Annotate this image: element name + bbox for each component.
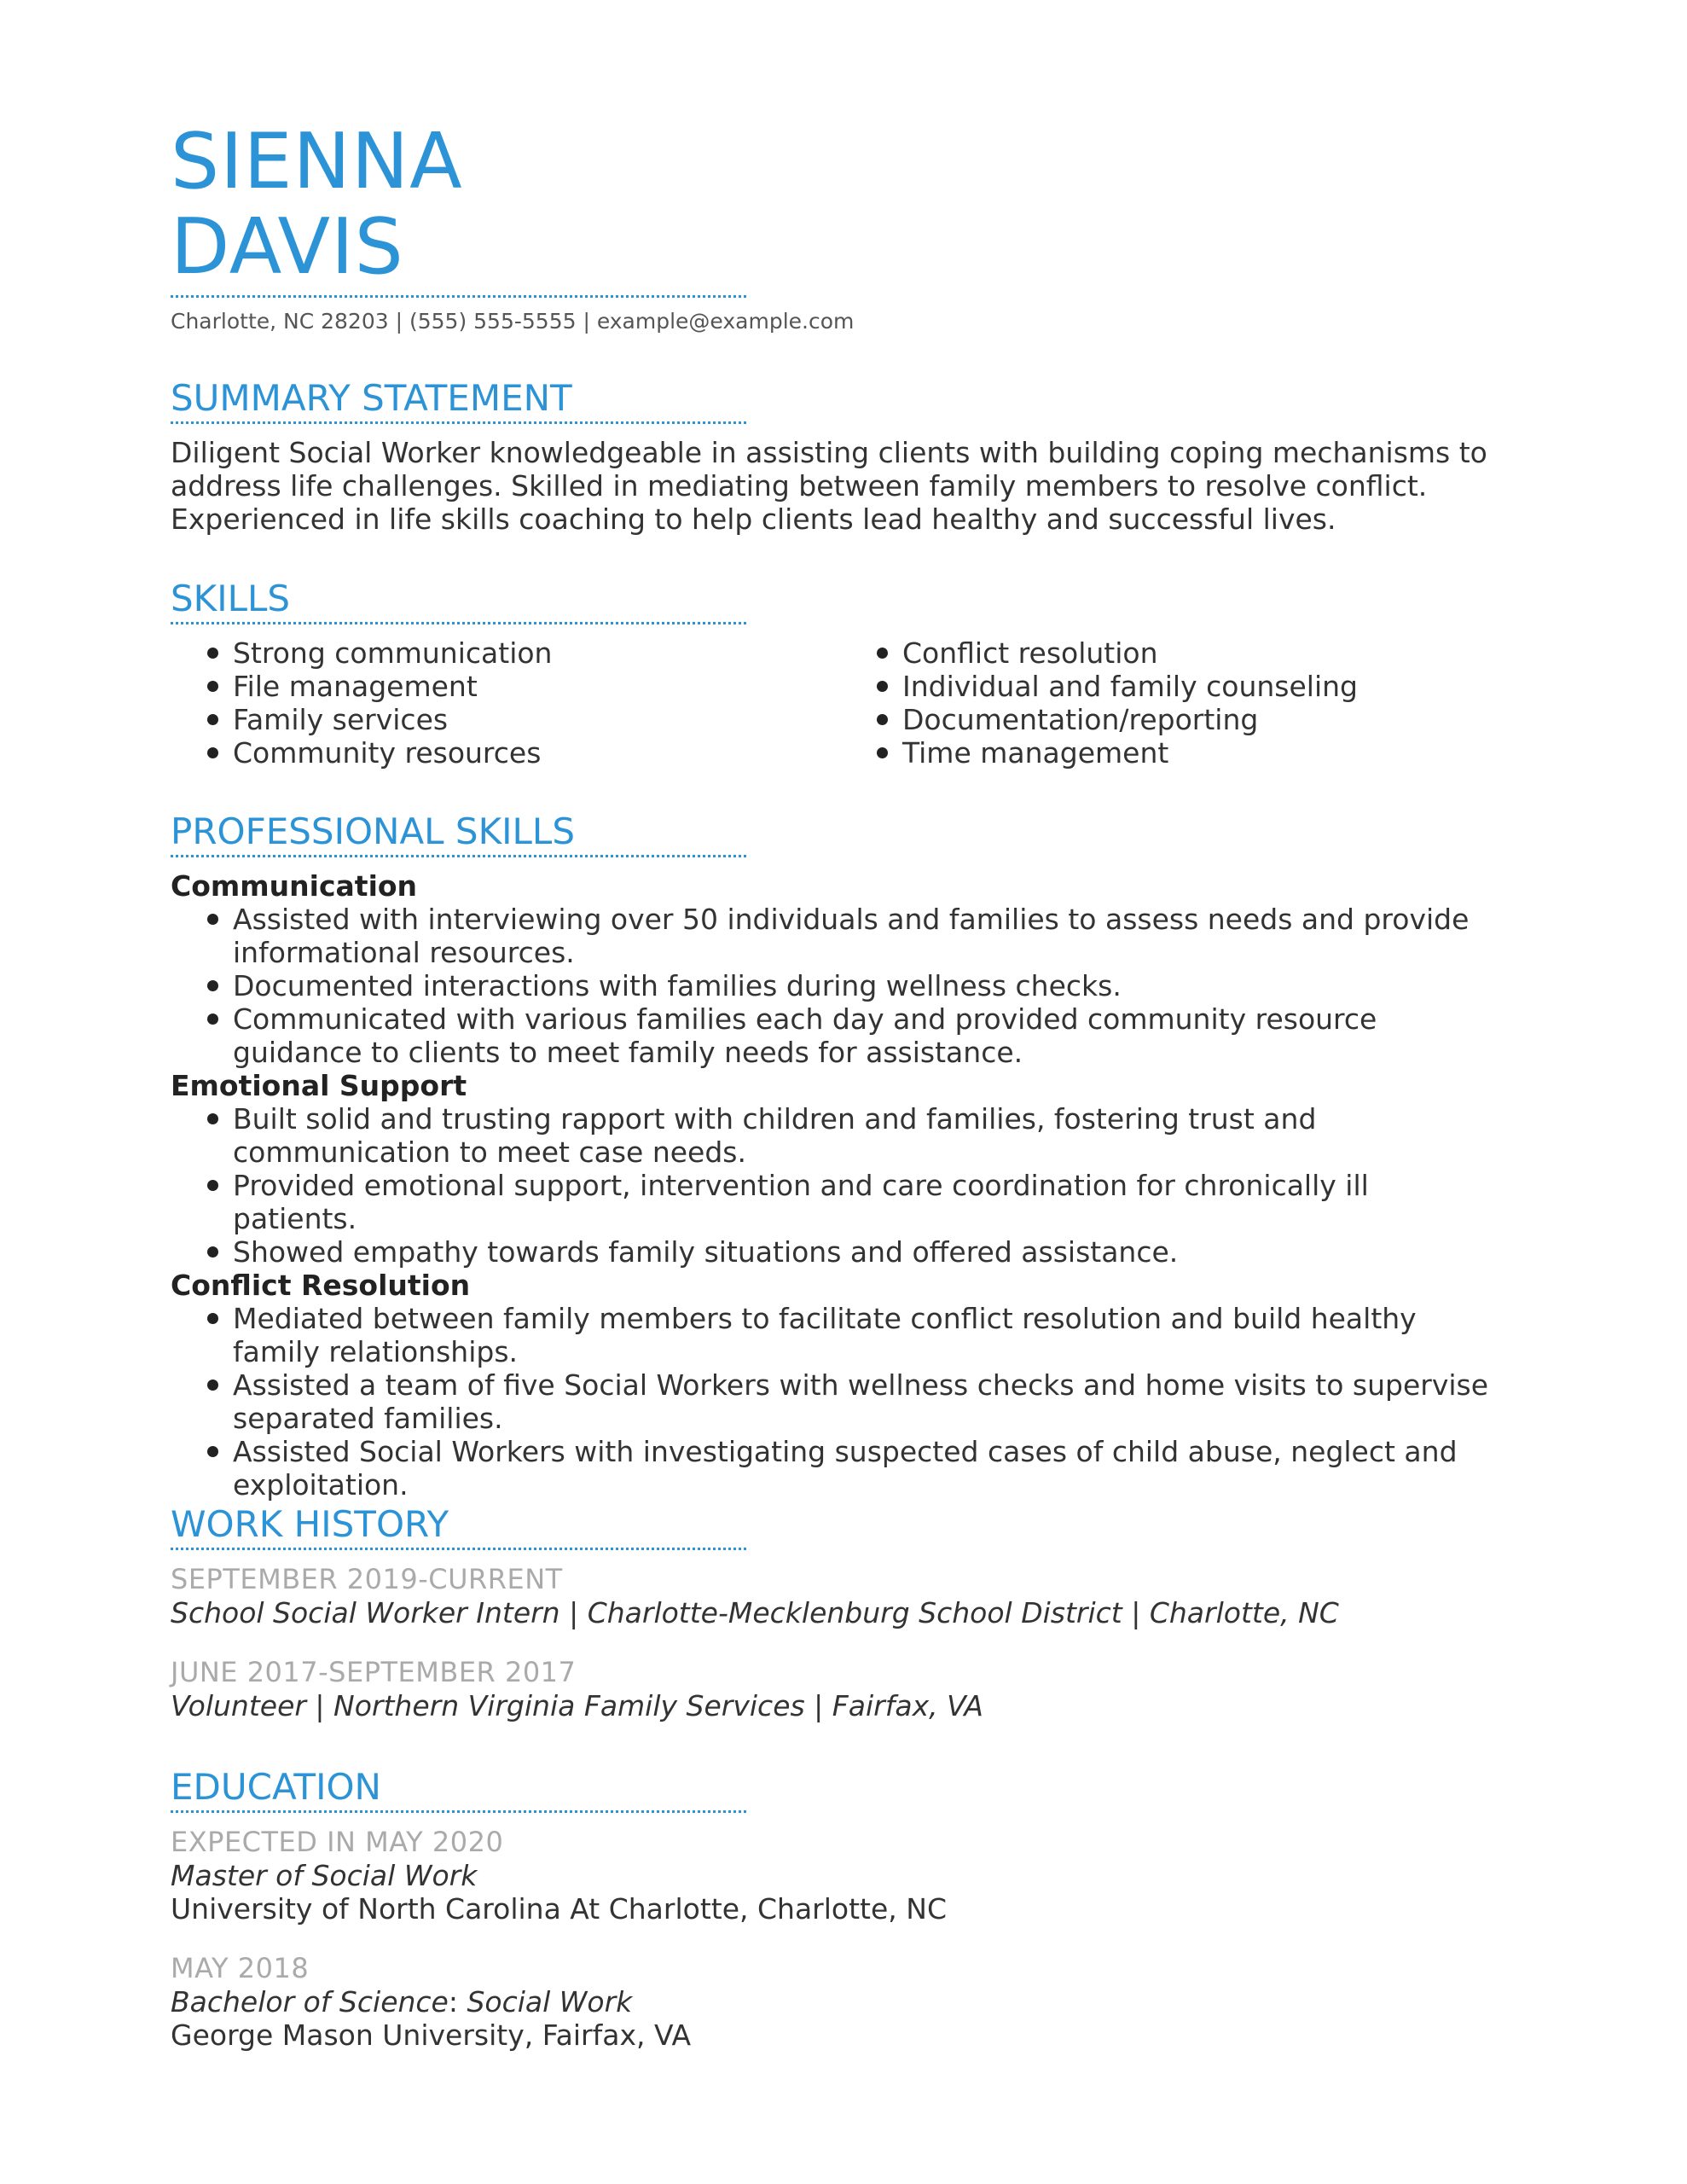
job-entry (171, 1562, 1535, 1629)
job-dates: JUNE 2017-SEPTEMBER 2017 (171, 1656, 577, 1688)
degree-line (171, 1985, 1535, 2018)
divider (171, 1810, 746, 1813)
education-section (171, 1764, 1535, 2052)
skills-list-left (171, 636, 840, 770)
skill-category-list (171, 903, 1501, 1069)
list-item: Assisted Social Workers with investigating suspected cases of child abuse, neglect and exploitation. (171, 1435, 1501, 1502)
resume-header (171, 119, 1535, 339)
degree: Master of Social Work (171, 1859, 478, 1892)
list-item: Built solid and trusting rapport with children and families, fostering trust and communication to meet case needs. (171, 1102, 1501, 1169)
professional-skills-body (171, 869, 1501, 1502)
divider (171, 421, 746, 424)
list-item: Documented interactions with families during wellness checks. (171, 969, 1501, 1002)
degree-field: Social Work (467, 1985, 633, 2018)
skill-item: Time management (840, 736, 1522, 770)
last-name: DAVIS (171, 202, 404, 292)
contact-info: Charlotte, NC 28203 | (555) 555-5555 | example@example.com (171, 309, 855, 334)
education-entry (171, 1951, 1535, 2052)
list-item: Provided emotional support, intervention and care coordination for chronically ill patients. (171, 1169, 1501, 1235)
skill-category-list (171, 1302, 1501, 1502)
section-title: EDUCATION (171, 1766, 381, 1808)
skill-item: Individual and family counseling (840, 670, 1522, 703)
skills-grid (171, 636, 1535, 770)
degree-separator: : (448, 1985, 467, 2018)
school: George Mason University, Fairfax, VA (171, 2018, 692, 2052)
divider (171, 1548, 746, 1550)
divider (171, 622, 746, 624)
skill-item: Family services (171, 703, 840, 736)
skills-section (171, 576, 1535, 770)
list-item: Communicated with various families each day and provided community resource guidance to clients to meet family needs for assistance. (171, 1002, 1501, 1069)
skill-item: Community resources (171, 736, 840, 770)
summary-text: Diligent Social Worker knowledgeable in assisting clients with building coping mechanisms to address life challenges. Skilled in mediating between family members to resolve conflict. Experienced in life skills coaching to help clients lead healthy and successful lives. (171, 436, 1487, 536)
skill-item: Strong communication (171, 636, 840, 670)
job-title: School Social Worker Intern | Charlotte-Mecklenburg School District | Charlotte, NC (171, 1596, 1339, 1629)
skill-category: Conflict Resolution (171, 1269, 471, 1302)
skill-item: Documentation/reporting (840, 703, 1522, 736)
skill-category: Communication (171, 869, 418, 903)
section-title: PROFESSIONAL SKILLS (171, 810, 575, 852)
school: University of North Carolina At Charlotte, Charlotte, NC (171, 1892, 947, 1926)
list-item: Showed empathy towards family situations and offered assistance. (171, 1235, 1501, 1269)
professional-skills-section (171, 809, 1535, 1502)
divider (171, 855, 746, 857)
education-dates: EXPECTED IN MAY 2020 (171, 1826, 504, 1858)
job-title: Volunteer | Northern Virginia Family Services | Fairfax, VA (171, 1689, 983, 1722)
list-item: Assisted with interviewing over 50 individuals and families to assess needs and provide informational resources. (171, 903, 1501, 969)
job-dates: SEPTEMBER 2019-CURRENT (171, 1563, 563, 1595)
divider (171, 295, 746, 298)
list-item: Assisted a team of five Social Workers with wellness checks and home visits to supervise separated families. (171, 1368, 1501, 1435)
list-item: Mediated between family members to facilitate conflict resolution and build healthy family relationships. (171, 1302, 1501, 1368)
section-title: SUMMARY STATEMENT (171, 377, 572, 419)
skill-item: Conflict resolution (840, 636, 1522, 670)
skills-list-right (840, 636, 1522, 770)
work-history-section (171, 1502, 1535, 1722)
education-dates: MAY 2018 (171, 1952, 310, 1984)
skill-category-list (171, 1102, 1501, 1269)
skill-item: File management (171, 670, 840, 703)
degree-line (171, 1859, 1535, 1892)
education-entry (171, 1825, 1535, 1926)
summary-section (171, 375, 1535, 536)
section-title: WORK HISTORY (171, 1503, 449, 1545)
first-name: SIENNA (171, 117, 463, 206)
job-entry (171, 1655, 1535, 1722)
section-title: SKILLS (171, 578, 291, 619)
skill-category: Emotional Support (171, 1069, 467, 1102)
degree: Bachelor of Science (171, 1985, 449, 2018)
